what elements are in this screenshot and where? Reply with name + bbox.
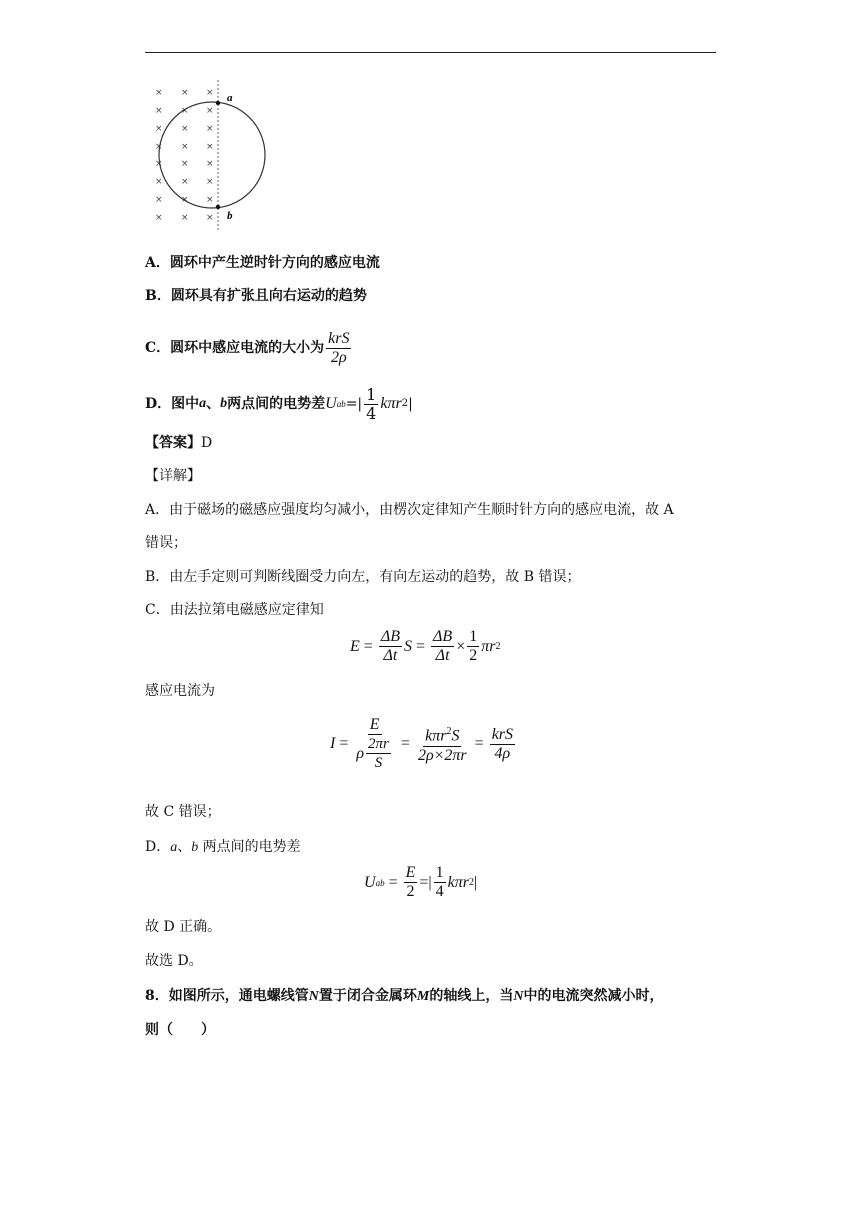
label-b: b — [227, 210, 233, 222]
final-choice: 故选 D。 — [145, 953, 203, 969]
svg-text:×: × — [181, 142, 189, 152]
question-8-line1: 8．如图所示，通电螺线管N置于闭合金属环M的轴线上，当N中的电流突然减小时， — [145, 988, 664, 1004]
equation-potential: U ab = $\frac{E}{2}$ =| $\frac{1}{4}$ kπr 2 | — [364, 864, 478, 900]
option-c: C． 圆环中感应电流的大小为 $\frac{\text{krS}}{2\rho}$ — [145, 329, 350, 366]
option-d: D． 图中 a 、 b 两点间的电势差 U ab =| $\frac{1}{4}$ kπr 2 | — [145, 384, 413, 423]
point-b — [216, 205, 220, 209]
analysis-b-line: B．由左手定则可判断线圈受力向左，有向左运动的趋势，故 B 错误； — [145, 569, 581, 585]
svg-text:×: × — [155, 159, 163, 169]
option-b: B．圆环具有扩张且向右运动的趋势 — [145, 288, 367, 304]
svg-text:×: × — [206, 177, 214, 187]
point-a — [216, 101, 220, 105]
svg-text:×: × — [181, 106, 189, 116]
analysis-a-line2: 错误； — [145, 535, 187, 551]
label-a: a — [227, 92, 233, 104]
header-rule — [145, 52, 716, 53]
svg-text:×: × — [155, 213, 163, 223]
svg-text:×: × — [206, 142, 214, 152]
svg-text:×: × — [155, 106, 163, 116]
svg-text:×: × — [181, 177, 189, 187]
svg-text:×: × — [206, 195, 214, 205]
analysis-d-line2: 故 D 正确。 — [145, 919, 222, 935]
analysis-a-line1: A．由于磁场的磁感应强度均匀减小，由楞次定律知产生顺时针方向的感应电流，故 A — [145, 502, 674, 518]
svg-text:×: × — [206, 106, 214, 116]
svg-text:×: × — [206, 159, 214, 169]
svg-text:×: × — [181, 213, 189, 223]
svg-text:×: × — [206, 124, 214, 134]
analysis-d-line1: D．a、b 两点间的电势差 — [145, 839, 301, 855]
magnetic-field-figure — [145, 80, 275, 230]
svg-text:×: × — [181, 124, 189, 134]
equation-emf: E = $\frac{\Delta B}{\Delta t}$ S = $\frac{\Delta B}{\Delta t}$ × $\frac{1}{2}$ πr 2 — [350, 628, 501, 664]
svg-text:×: × — [155, 88, 163, 98]
svg-text:×: × — [181, 195, 189, 205]
svg-text:×: × — [206, 88, 214, 98]
svg-text:×: × — [155, 124, 163, 134]
analysis-c-line3: 故 C 错误； — [145, 804, 221, 820]
analysis-c-line2: 感应电流为 — [145, 683, 215, 699]
analysis-c-line1: C．由法拉第电磁感应定律知 — [145, 602, 324, 618]
equation-current: I = E ρ $\frac{2\pi r}{S}$ = $\frac{k\pi r^2S}{2\rho\times 2\pi r}$ = $\frac{\text{krS}}{4\rho}$ — [330, 716, 514, 771]
svg-text:×: × — [181, 88, 189, 98]
ring-circle — [159, 102, 265, 208]
svg-text:×: × — [181, 159, 189, 169]
option-a: A．圆环中产生逆时针方向的感应电流 — [145, 255, 380, 271]
svg-text:×: × — [155, 142, 163, 152]
analysis-label: 【详解】 — [145, 468, 201, 484]
question-8-line2: 则（ ） — [145, 1022, 215, 1038]
svg-text:×: × — [155, 177, 163, 187]
svg-text:×: × — [155, 195, 163, 205]
svg-text:×: × — [206, 213, 214, 223]
answer-line: 【答案】D — [145, 435, 213, 451]
